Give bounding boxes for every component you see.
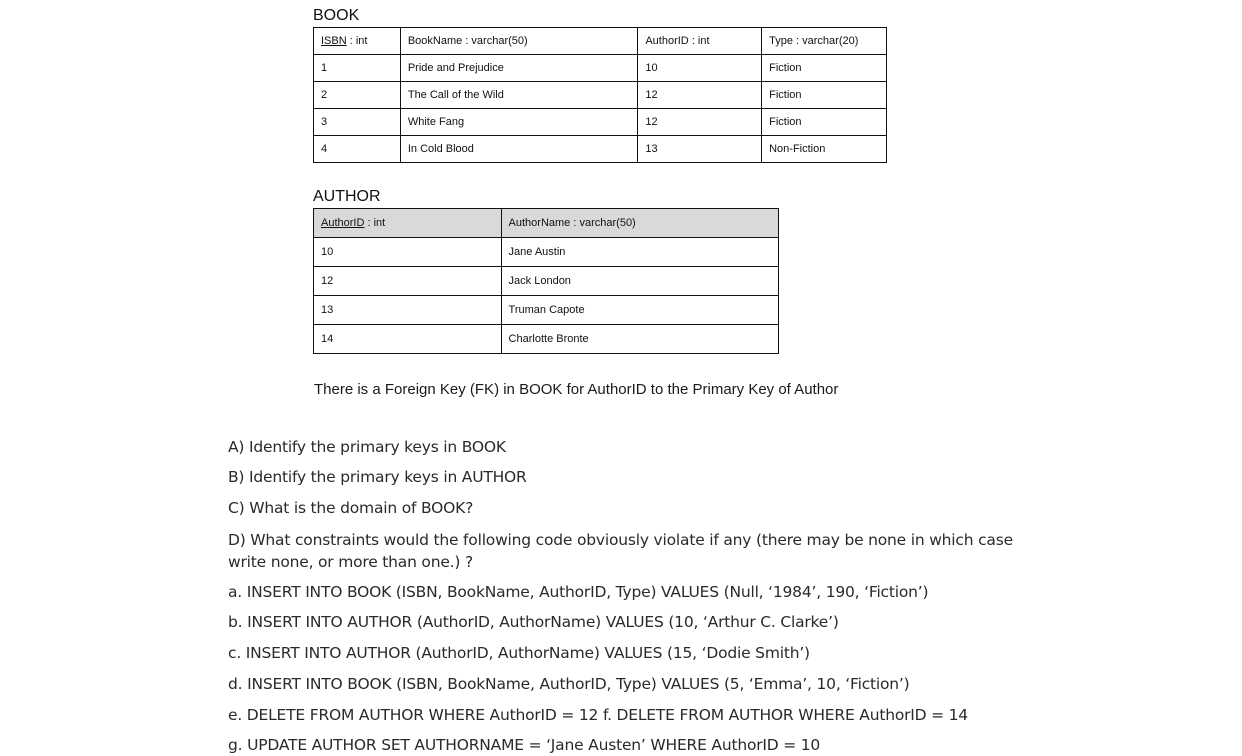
table-row <box>314 109 887 136</box>
table-cell: 12 <box>638 82 762 109</box>
foreign-key-note: There is a Foreign Key (FK) in BOOK for AuthorID to the Primary Key of Author <box>314 381 839 398</box>
book-header-type: Type : varchar(20) <box>762 28 887 55</box>
table-cell: 13 <box>314 296 502 325</box>
book-header-isbn: ISBN : int <box>314 28 401 55</box>
table-cell: Jack London <box>501 267 778 296</box>
table-row <box>314 136 887 163</box>
author-header-authorid: AuthorID : int <box>314 209 502 238</box>
table-cell: 10 <box>638 55 762 82</box>
table-cell: 12 <box>638 109 762 136</box>
table-cell: 14 <box>314 325 502 354</box>
table-cell: Truman Capote <box>501 296 778 325</box>
table-cell: 1 <box>314 55 401 82</box>
table-row <box>314 267 779 296</box>
table-cell: Charlotte Bronte <box>501 325 778 354</box>
question-d-item-e-f: e. DELETE FROM AUTHOR WHERE AuthorID = 12 f. DELETE FROM AUTHOR WHERE AuthorID = 14 <box>228 706 968 724</box>
table-cell: Fiction <box>762 82 887 109</box>
author-table-title: AUTHOR <box>313 188 381 205</box>
table-cell: 2 <box>314 82 401 109</box>
question-d-item-d: d. INSERT INTO BOOK (ISBN, BookName, AuthorID, Type) VALUES (5, ‘Emma’, 10, ‘Fiction’) <box>228 675 910 693</box>
table-row <box>314 82 887 109</box>
table-cell: Fiction <box>762 109 887 136</box>
question-d-item-a: a. INSERT INTO BOOK (ISBN, BookName, AuthorID, Type) VALUES (Null, ‘1984’, 190, ‘Fiction’) <box>228 583 929 601</box>
table-cell: Fiction <box>762 55 887 82</box>
table-cell: Jane Austin <box>501 238 778 267</box>
question-d: D) What constraints would the following code obviously violate if any (there may be none in which case write none, or more than one.) ? <box>228 531 1013 571</box>
question-d-item-g: g. UPDATE AUTHOR SET AUTHORNAME = ‘Jane Austen’ WHERE AuthorID = 10 <box>228 736 821 754</box>
table-row <box>314 325 779 354</box>
question-a: A) Identify the primary keys in BOOK <box>228 438 506 456</box>
table-cell: In Cold Blood <box>400 136 638 163</box>
table-row <box>314 55 887 82</box>
author-table <box>313 208 779 354</box>
table-cell: 10 <box>314 238 502 267</box>
table-cell: 3 <box>314 109 401 136</box>
table-cell: 13 <box>638 136 762 163</box>
question-c: C) What is the domain of BOOK? <box>228 499 474 517</box>
table-cell: Pride and Prejudice <box>400 55 638 82</box>
table-cell: 12 <box>314 267 502 296</box>
book-header-authorid: AuthorID : int <box>638 28 762 55</box>
book-header-row <box>314 28 887 55</box>
book-table-title: BOOK <box>313 7 360 24</box>
question-b: B) Identify the primary keys in AUTHOR <box>228 468 527 486</box>
table-cell: Non-Fiction <box>762 136 887 163</box>
question-d-item-b: b. INSERT INTO AUTHOR (AuthorID, AuthorName) VALUES (10, ‘Arthur C. Clarke’) <box>228 613 839 631</box>
table-cell: 4 <box>314 136 401 163</box>
author-header-authorname: AuthorName : varchar(50) <box>501 209 778 238</box>
author-header-row <box>314 209 779 238</box>
table-row <box>314 238 779 267</box>
table-cell: The Call of the Wild <box>400 82 638 109</box>
book-table <box>313 27 887 163</box>
table-cell: White Fang <box>400 109 638 136</box>
book-header-bookname: BookName : varchar(50) <box>400 28 638 55</box>
question-d-item-c: c. INSERT INTO AUTHOR (AuthorID, AuthorName) VALUES (15, ‘Dodie Smith’) <box>228 644 810 662</box>
table-row <box>314 296 779 325</box>
